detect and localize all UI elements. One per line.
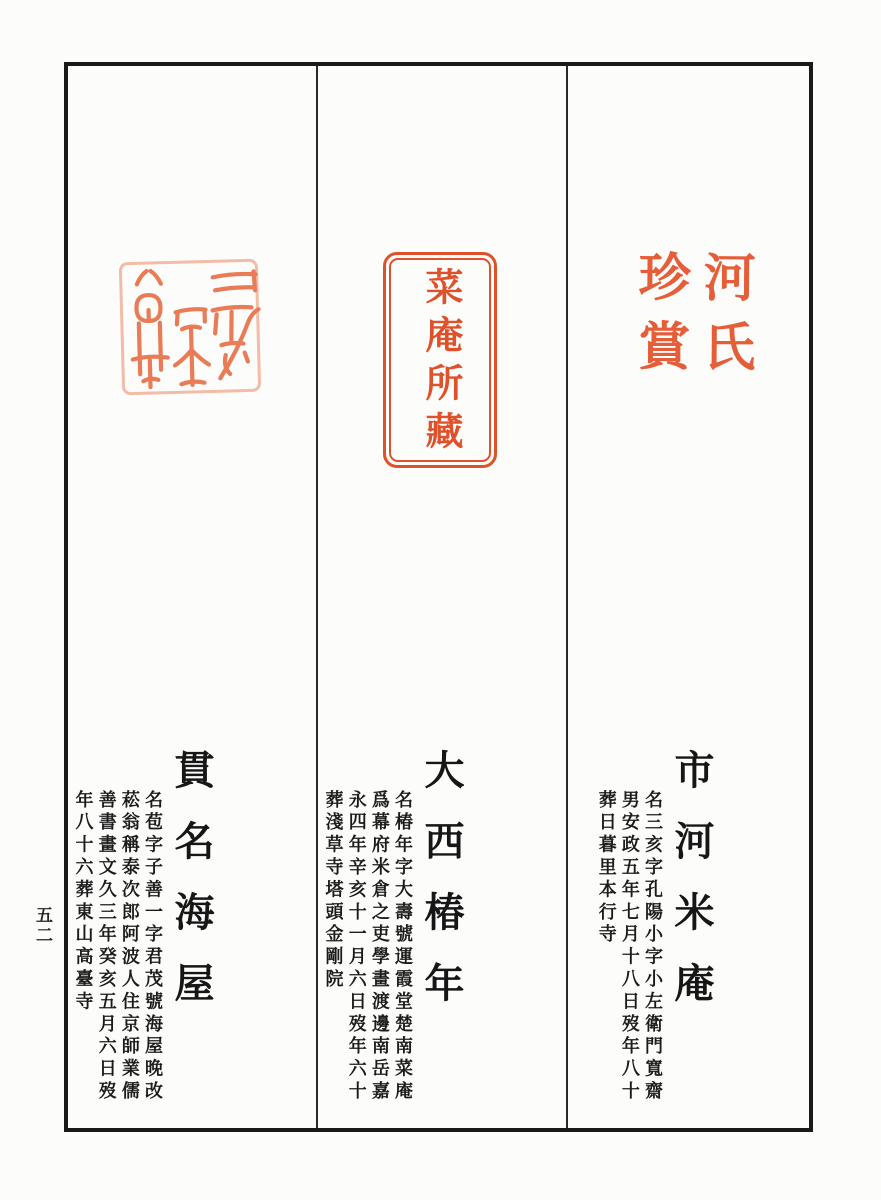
pane-onishi-chinnen bbox=[318, 66, 568, 1128]
bio-text-column: 名椿年字大壽號運霞堂楚南菜庵 bbox=[393, 790, 413, 1104]
bio-text-column: 永四年辛亥十一月六日歿年六十 bbox=[346, 790, 367, 1104]
seal-impression-unread bbox=[116, 256, 264, 400]
bio-text-column: 善書畫文久三年癸亥五月六日歿 bbox=[96, 790, 117, 1104]
seal-inner-border bbox=[389, 258, 491, 462]
bio-text-column: 葬淺草寺塔頭金剛院 bbox=[323, 790, 344, 992]
bio-block-nukina-kaioku bbox=[70, 749, 214, 1104]
seal-text: 菜庵所藏 bbox=[419, 267, 461, 459]
page-frame bbox=[64, 62, 813, 1132]
calligrapher-name: 貫名海屋 bbox=[169, 749, 214, 1033]
calligrapher-name: 大西椿年 bbox=[419, 749, 464, 1033]
bio-text-column: 名苞字子善一字君茂號海屋晚改 bbox=[143, 790, 163, 1104]
bio-text-column: 葬日暮里本行寺 bbox=[596, 790, 617, 947]
bio-block-onishi-chinnen bbox=[320, 749, 464, 1104]
folio-number: 五二 bbox=[33, 906, 52, 946]
calligrapher-name: 市河米庵 bbox=[669, 749, 714, 1033]
bio-text-column: 爲幕府米倉之吏學畫渡邊南岳嘉 bbox=[369, 790, 390, 1104]
seal-impression-saian-shozo bbox=[383, 252, 497, 468]
pane-ichikawa-beian bbox=[568, 66, 809, 1128]
bio-text-column: 男安政五年七月十八日歿年八十 bbox=[619, 790, 640, 1104]
pane-nukina-kaioku bbox=[68, 66, 318, 1128]
bio-text-column: 名三亥字孔陽小字小左衛門寬齋 bbox=[643, 790, 663, 1104]
bio-block-ichikawa-beian bbox=[594, 749, 714, 1104]
seal-script-glyphs bbox=[116, 256, 264, 400]
bio-text-column: 菘翁稱泰次郎阿波人住京師業儒 bbox=[119, 790, 140, 1104]
bio-text-column: 年八十六葬東山高臺寺 bbox=[73, 790, 94, 1014]
seal-impression-kashi-chinsho: 河氏珍賞 bbox=[629, 249, 753, 389]
